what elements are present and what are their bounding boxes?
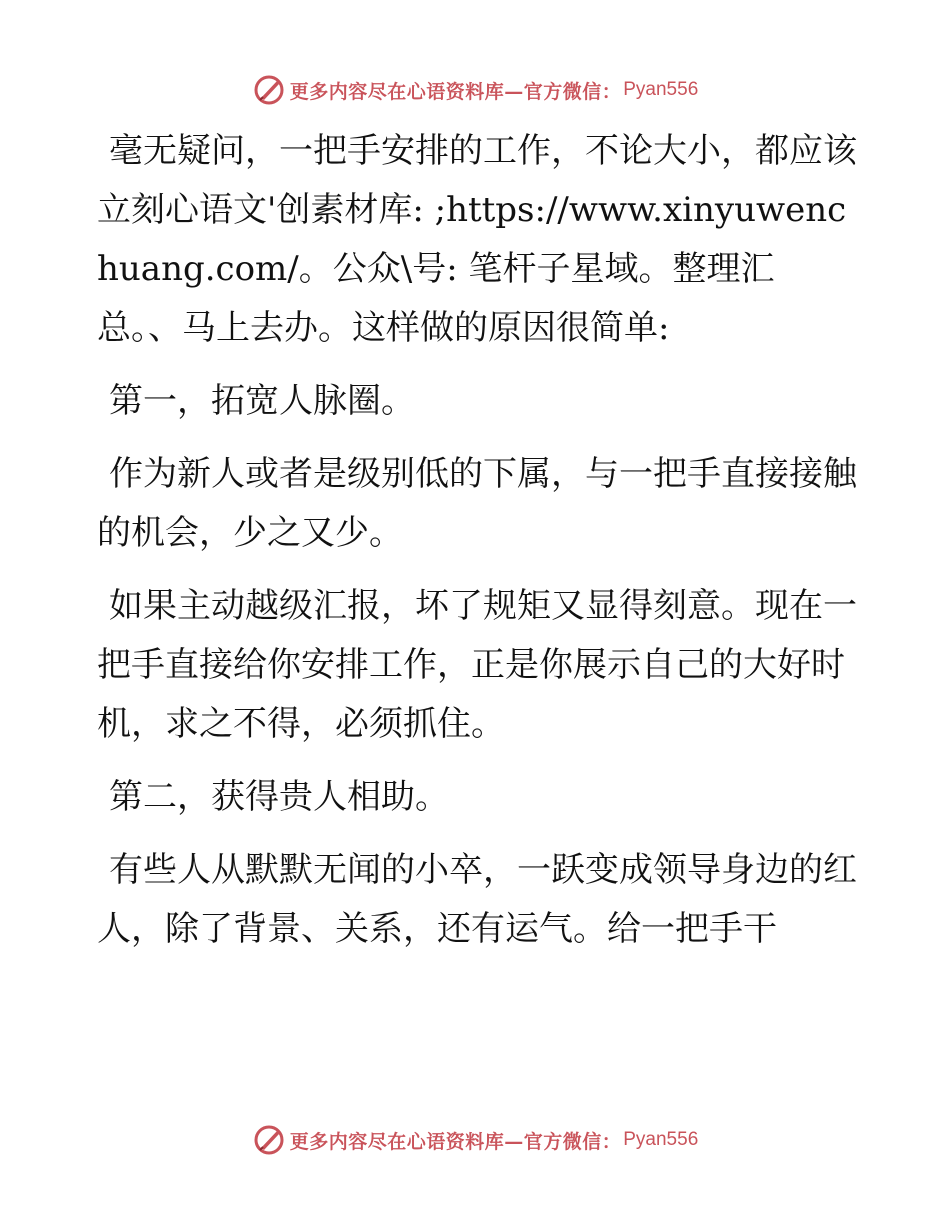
paragraph: 毫无疑问，一把手安排的工作，不论大小，都应该立刻心语文'创素材库: ;https://www.xinyuwenchuang.com/。公众\号: 笔杆子星域。整理汇总。、马上去办。这样做的原因很简单:: [97, 131, 857, 348]
footer-banner: [0, 1122, 950, 1158]
paragraph: 第一，拓宽人脉圈。: [109, 381, 415, 421]
document-body: [97, 122, 857, 973]
quill-logo-icon: [252, 1123, 286, 1157]
wechat-id: Pyan556: [623, 1129, 699, 1150]
banner-text: 更多内容尽在心语资料库—官方微信：: [289, 80, 622, 103]
quill-logo-icon: [252, 73, 286, 107]
wechat-id: Pyan556: [623, 79, 699, 100]
paragraph: 有些人从默默无闻的小卒，一跃变成领导身边的红人，除了背景、关系，还有运气。给一把手干: [97, 850, 857, 949]
banner-text: 更多内容尽在心语资料库—官方微信：: [289, 1130, 622, 1153]
paragraph: 如果主动越级汇报，坏了规矩又显得刻意。现在一把手直接给你安排工作，正是你展示自己的大好时机，求之不得，必须抓住。: [97, 586, 857, 744]
paragraph: 第二，获得贵人相助。: [109, 777, 449, 817]
paragraph: 作为新人或者是级别低的下属，与一把手直接接触的机会，少之又少。: [97, 454, 857, 553]
header-banner: [0, 72, 950, 108]
